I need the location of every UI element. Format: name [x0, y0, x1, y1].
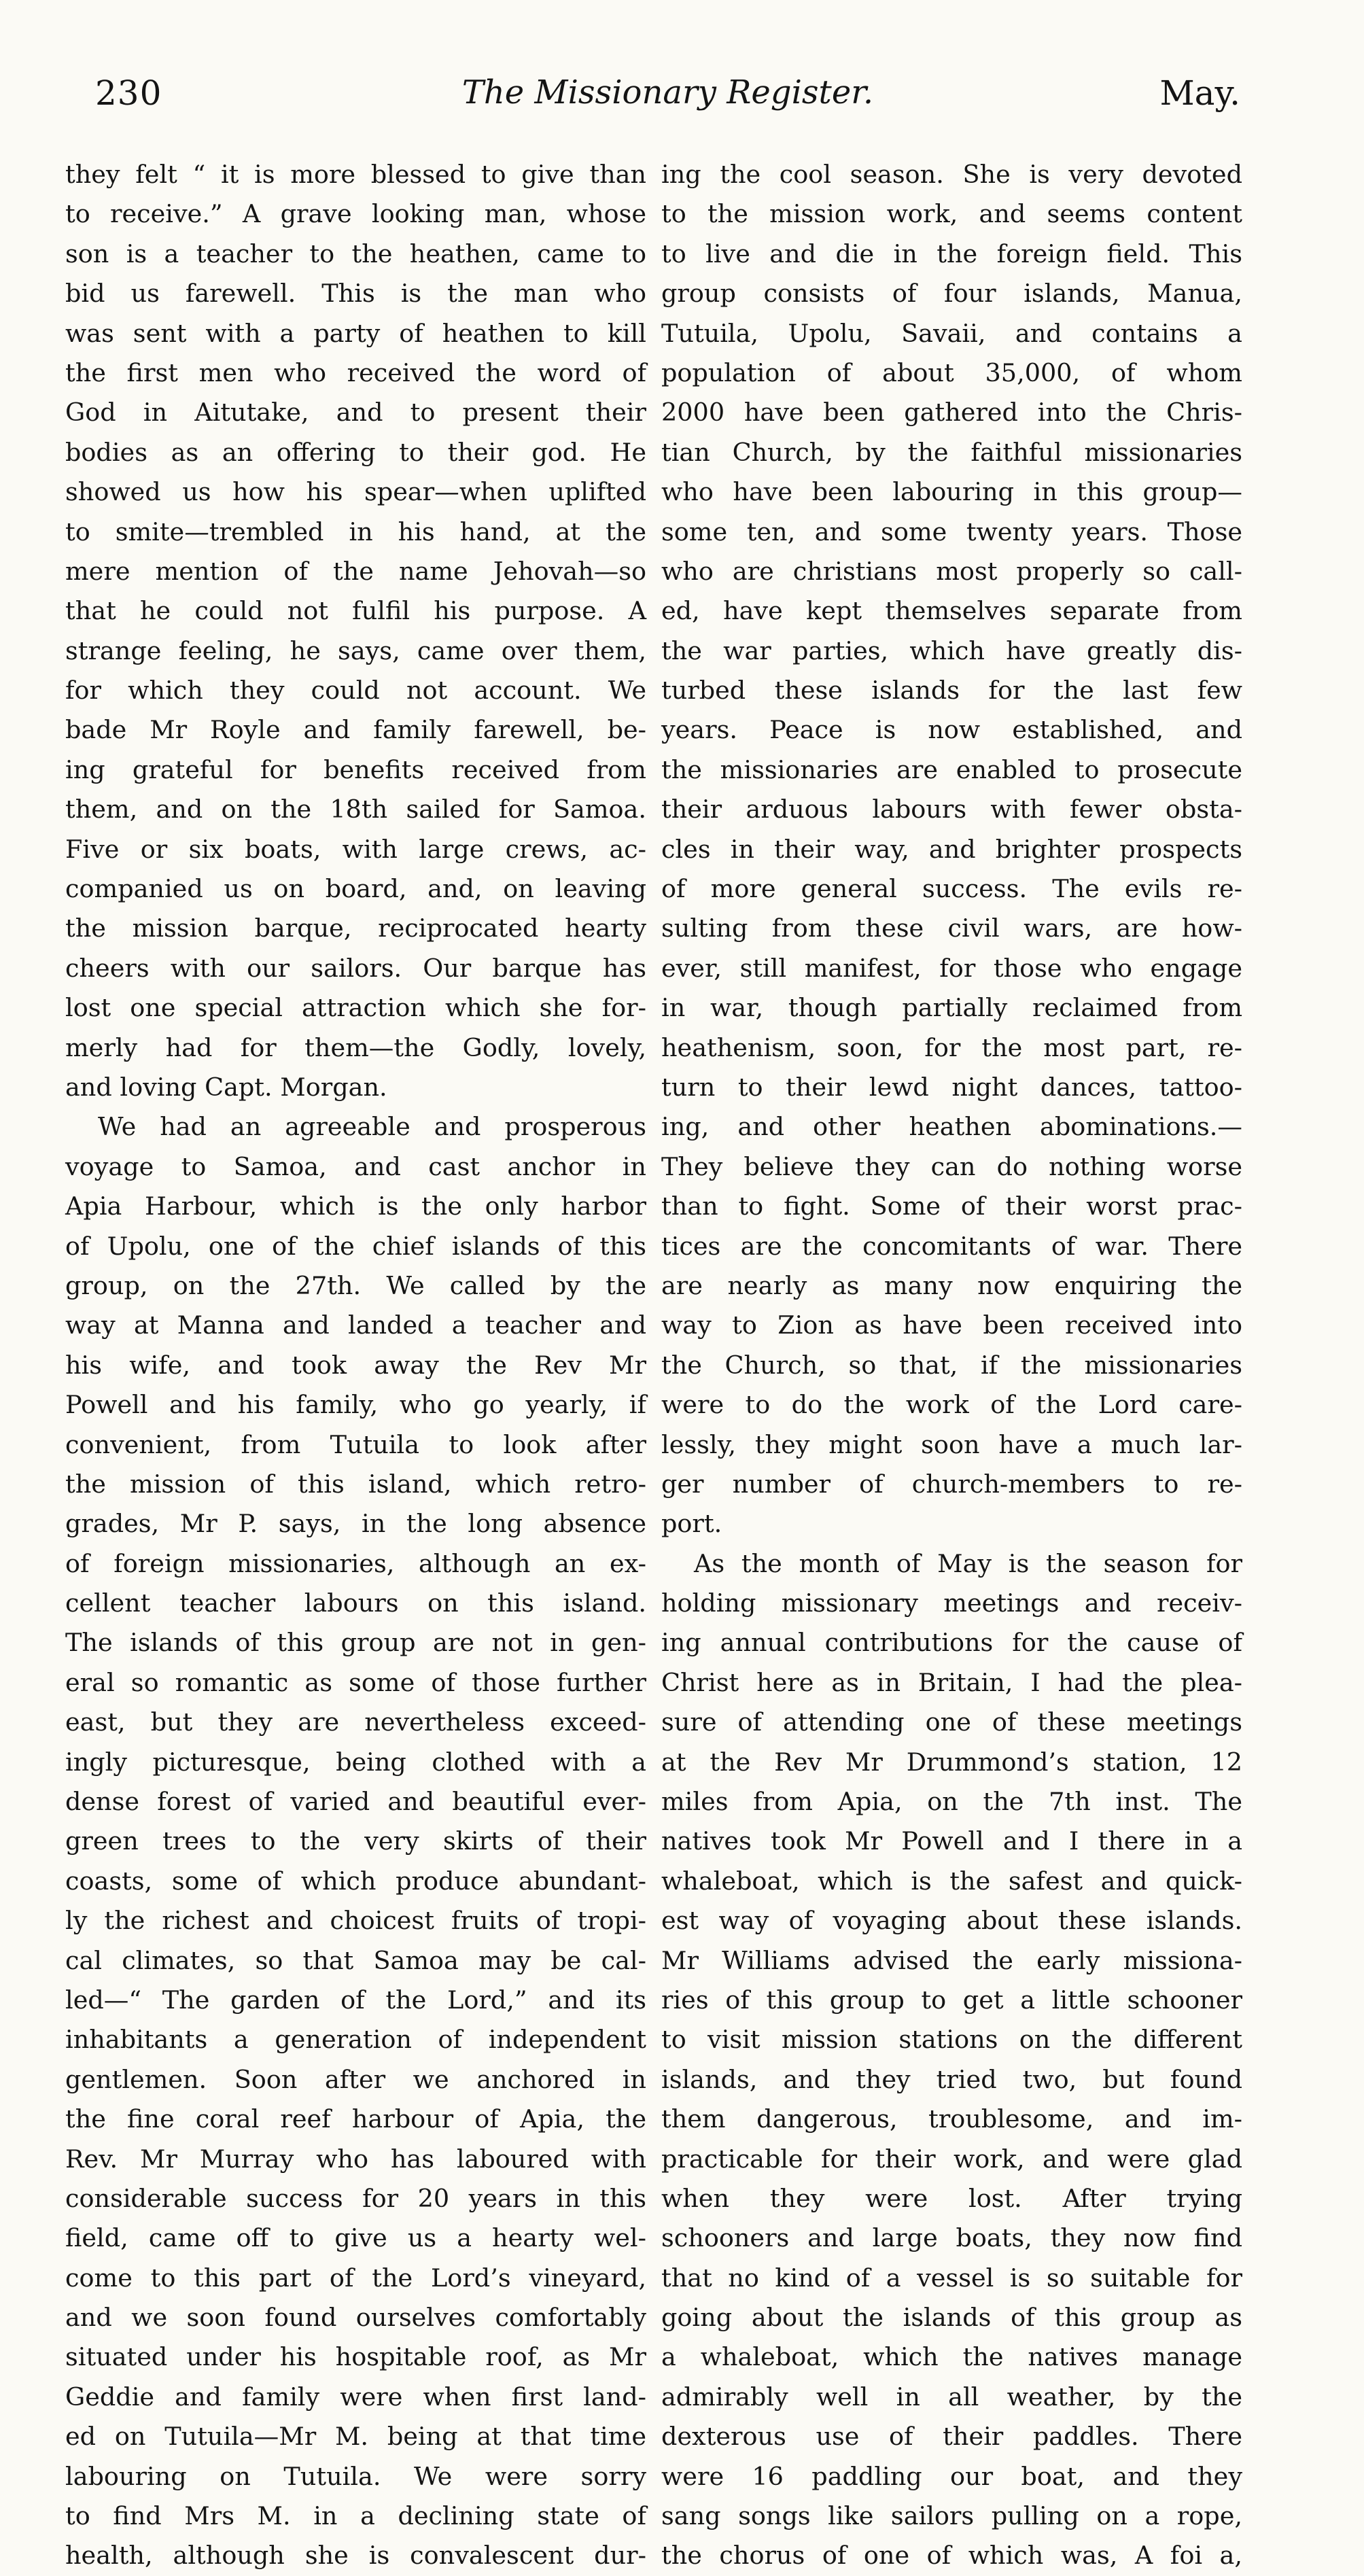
text-line: showed us how his spear—when uplifted	[65, 477, 646, 507]
text-line: practicable for their work, and were glad	[661, 2144, 1242, 2174]
text-line: population of about 35,000, of whom	[661, 358, 1242, 387]
text-line: a whaleboat, which the natives manage	[661, 2342, 1242, 2372]
text-line: port.	[661, 1509, 722, 1539]
text-line: Powell and his family, who go yearly, if	[65, 1390, 646, 1420]
text-line: dexterous use of their paddles. There	[661, 2422, 1242, 2452]
text-line: Five or six boats, with large crews, ac-	[65, 834, 646, 864]
text-line: whaleboat, which is the safest and quick-	[661, 1866, 1242, 1896]
page-number: 230	[95, 73, 162, 113]
text-line: the mission barque, reciprocated hearty	[65, 913, 646, 943]
text-line: grades, Mr P. says, in the long absence	[65, 1509, 646, 1539]
text-line: their arduous labours with fewer obsta-	[661, 795, 1242, 824]
text-line: the war parties, which have greatly dis-	[661, 636, 1242, 665]
text-line: cheers with our sailors. Our barque has	[65, 953, 646, 983]
text-line: to receive.” A grave looking man, whose	[65, 199, 646, 229]
text-line: at the Rev Mr Drummond’s station, 12	[661, 1747, 1242, 1777]
text-line: and we soon found ourselves comfortably	[65, 2303, 646, 2333]
text-line: ing, and other heathen abominations.—	[661, 1112, 1242, 1142]
text-line: Mr Williams advised the early missiona-	[661, 1945, 1242, 1975]
text-line: health, although she is convalescent dur-	[65, 2541, 646, 2571]
text-line: was sent with a party of heathen to kill	[65, 318, 646, 348]
text-line: voyage to Samoa, and cast anchor in	[65, 1151, 646, 1181]
text-line: of foreign missionaries, although an ex-	[65, 1548, 646, 1578]
text-column-left	[65, 155, 646, 2576]
text-line: way at Manna and landed a teacher and	[65, 1310, 646, 1340]
text-line: Geddie and family were when first land-	[65, 2382, 646, 2412]
text-line: group consists of four islands, Manua,	[661, 279, 1242, 309]
text-line: sulting from these civil wars, are how-	[661, 913, 1242, 943]
text-line: years. Peace is now established, and	[661, 715, 1242, 745]
text-line: the chorus of one of which was, A foi a,	[661, 2541, 1242, 2571]
text-line: heathenism, soon, for the most part, re-	[661, 1032, 1242, 1062]
text-line: them dangerous, troublesome, and im-	[661, 2104, 1242, 2134]
text-line: them, and on the 18th sailed for Samoa.	[65, 795, 646, 824]
text-line: bodies as an offering to their god. He	[65, 437, 646, 467]
running-title: The Missionary Register.	[461, 73, 874, 111]
text-line: some ten, and some twenty years. Those	[661, 517, 1242, 546]
text-line: tian Church, by the faithful missionaries	[661, 437, 1242, 467]
text-line: ger number of church-members to re-	[661, 1469, 1242, 1499]
text-line: sure of attending one of these meetings	[661, 1707, 1242, 1737]
text-line: Apia Harbour, which is the only harbor	[65, 1191, 646, 1221]
text-line: God in Aitutake, and to present their	[65, 398, 646, 428]
text-line: ing grateful for benefits received from	[65, 754, 646, 784]
text-line: east, but they are nevertheless exceed-	[65, 1707, 646, 1737]
text-line: of more general success. The evils re-	[661, 874, 1242, 904]
text-line: strange feeling, he says, came over them,	[65, 636, 646, 665]
text-line: companied us on board, and, on leaving	[65, 874, 646, 904]
text-line: group, on the 27th. We called by the	[65, 1270, 646, 1300]
text-line: to live and die in the foreign field. This	[661, 239, 1242, 268]
text-line: ly the richest and choicest fruits of tropi-	[65, 1906, 646, 1936]
text-line: to smite—trembled in his hand, at the	[65, 517, 646, 546]
text-line: son is a teacher to the heathen, came to	[65, 239, 646, 268]
text-line: eral so romantic as some of those further	[65, 1667, 646, 1697]
text-line: the Church, so that, if the missionaries	[661, 1350, 1242, 1380]
text-line: were 16 paddling our boat, and they	[661, 2461, 1242, 2491]
text-line: Tutuila, Upolu, Savaii, and contains a	[661, 318, 1242, 348]
text-line: cellent teacher labours on this island.	[65, 1588, 646, 1618]
text-line: 2000 have been gathered into the Chris-	[661, 398, 1242, 428]
text-line: natives took Mr Powell and I there in a	[661, 1826, 1242, 1856]
text-line: cal climates, so that Samoa may be cal-	[65, 1945, 646, 1975]
text-line: gentlemen. Soon after we anchored in	[65, 2064, 646, 2094]
text-line: and loving Capt. Morgan.	[65, 1072, 387, 1102]
running-month: May.	[1159, 73, 1240, 113]
text-line: They believe they can do nothing worse	[661, 1151, 1242, 1181]
text-line: The islands of this group are not in gen-	[65, 1628, 646, 1658]
text-line: ingly picturesque, being clothed with a	[65, 1747, 646, 1777]
page-header	[95, 73, 1240, 135]
text-line: are nearly as many now enquiring the	[661, 1270, 1242, 1300]
text-line: that no kind of a vessel is so suitable for	[661, 2263, 1242, 2293]
text-line: cles in their way, and brighter prospects	[661, 834, 1242, 864]
text-line: who have been labouring in this group—	[661, 477, 1242, 507]
text-line: merly had for them—the Godly, lovely,	[65, 1032, 646, 1062]
text-line: ries of this group to get a little schooner	[661, 1985, 1242, 2015]
text-line: bade Mr Royle and family farewell, be-	[65, 715, 646, 745]
text-line: sang songs like sailors pulling on a rope,	[661, 2501, 1242, 2531]
text-line: holding missionary meetings and receiv-	[661, 1588, 1242, 1618]
text-line: the fine coral reef harbour of Apia, the	[65, 2104, 646, 2134]
text-line: the missionaries are enabled to prosecute	[661, 754, 1242, 784]
text-line: to the mission work, and seems content	[661, 199, 1242, 229]
text-line: they felt “ it is more blessed to give than	[65, 160, 646, 189]
text-line: considerable success for 20 years in this	[65, 2183, 646, 2213]
text-line: As the month of May is the season for	[694, 1548, 1242, 1578]
text-line: turn to their lewd night dances, tattoo-	[661, 1072, 1242, 1102]
text-line: We had an agreeable and prosperous	[98, 1112, 646, 1142]
text-line: ed on Tutuila—Mr M. being at that time	[65, 2422, 646, 2452]
text-line: est way of voyaging about these islands.	[661, 1906, 1242, 1936]
text-line: schooners and large boats, they now find	[661, 2223, 1242, 2253]
text-column-right	[661, 155, 1242, 2576]
text-line: coasts, some of which produce abundant-	[65, 1866, 646, 1896]
text-line: than to fight. Some of their worst prac-	[661, 1191, 1242, 1221]
text-line: way to Zion as have been received into	[661, 1310, 1242, 1340]
text-line: come to this part of the Lord’s vineyard,	[65, 2263, 646, 2293]
text-line: ing the cool season. She is very devoted	[661, 160, 1242, 189]
text-line: situated under his hospitable roof, as Mr	[65, 2342, 646, 2372]
text-line: to find Mrs M. in a declining state of	[65, 2501, 646, 2531]
text-line: admirably well in all weather, by the	[661, 2382, 1242, 2412]
text-line: were to do the work of the Lord care-	[661, 1390, 1242, 1420]
text-line: for which they could not account. We	[65, 676, 646, 706]
text-line: green trees to the very skirts of their	[65, 1826, 646, 1856]
text-line: islands, and they tried two, but found	[661, 2064, 1242, 2094]
text-line: tices are the concomitants of war. There	[661, 1231, 1242, 1261]
text-line: field, came off to give us a hearty wel-	[65, 2223, 646, 2253]
text-line: lessly, they might soon have a much lar-	[661, 1429, 1242, 1459]
text-line: lost one special attraction which she for-	[65, 993, 646, 1023]
text-line: mere mention of the name Jehovah—so	[65, 556, 646, 586]
text-line: ed, have kept themselves separate from	[661, 596, 1242, 626]
text-line: Christ here as in Britain, I had the plea-	[661, 1667, 1242, 1697]
text-line: ing annual contributions for the cause of	[661, 1628, 1242, 1658]
text-line: led—“ The garden of the Lord,” and its	[65, 1985, 646, 2015]
text-line: the mission of this island, which retro-	[65, 1469, 646, 1499]
text-line: Rev. Mr Murray who has laboured with	[65, 2144, 646, 2174]
text-line: in war, though partially reclaimed from	[661, 993, 1242, 1023]
text-line: turbed these islands for the last few	[661, 676, 1242, 706]
text-line: the first men who received the word of	[65, 358, 646, 387]
text-line: of Upolu, one of the chief islands of this	[65, 1231, 646, 1261]
text-line: dense forest of varied and beautiful ever-	[65, 1787, 646, 1817]
text-line: miles from Apia, on the 7th inst. The	[661, 1787, 1242, 1817]
text-line: to visit mission stations on the different	[661, 2025, 1242, 2055]
text-line: who are christians most properly so call-	[661, 556, 1242, 586]
text-line: labouring on Tutuila. We were sorry	[65, 2461, 646, 2491]
text-line: his wife, and took away the Rev Mr	[65, 1350, 646, 1380]
text-line: that he could not fulfil his purpose. A	[65, 596, 646, 626]
text-line: inhabitants a generation of independent	[65, 2025, 646, 2055]
text-line: going about the islands of this group as	[661, 2303, 1242, 2333]
text-line: bid us farewell. This is the man who	[65, 279, 646, 309]
text-line: convenient, from Tutuila to look after	[65, 1429, 646, 1459]
text-line: when they were lost. After trying	[661, 2183, 1242, 2213]
text-line: ever, still manifest, for those who engage	[661, 953, 1242, 983]
